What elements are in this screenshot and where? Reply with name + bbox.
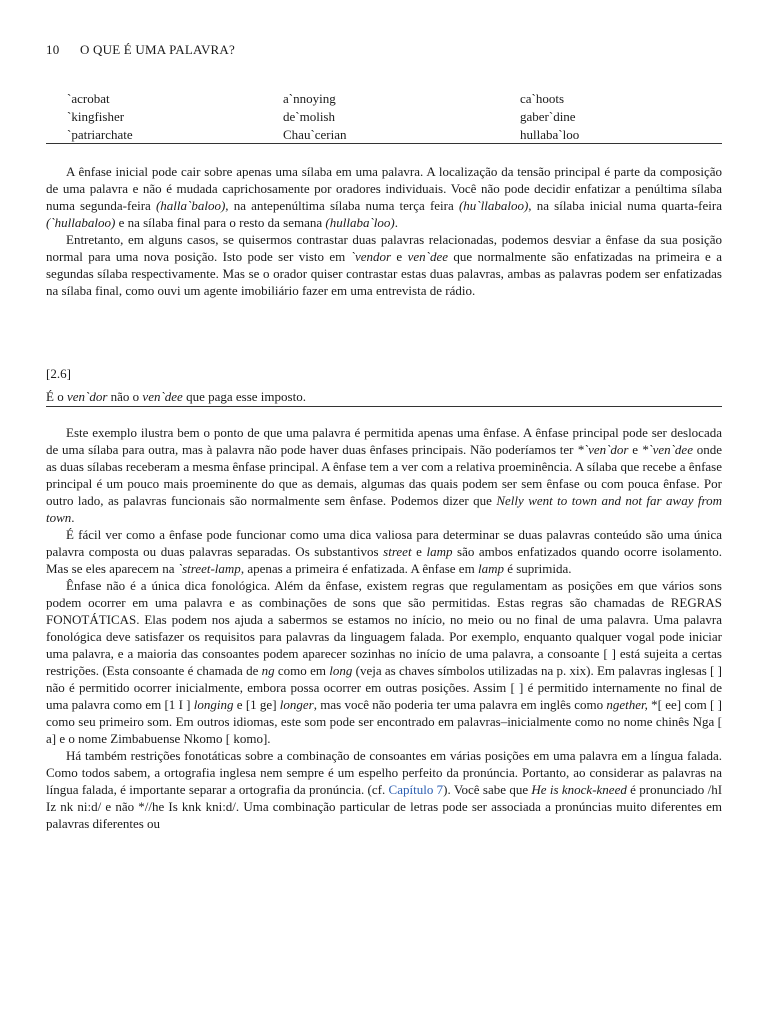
text-run: A ênfase inicial pode cair sobre apenas uma sílaba em uma palavra. A localização da tensão principal é parte da composição de uma palavra e não é mudada caprichosamente por oradores individuais. Você não pode decidir enfatizar a penúltima sílaba numa segunda-feira: [46, 164, 722, 213]
text-run: ). Você sabe que: [443, 782, 532, 797]
table-row: [67, 90, 727, 108]
italic-term: *`ven`dor: [577, 442, 629, 457]
italic-term: ngether,: [606, 697, 648, 712]
italic-term: lamp: [426, 544, 453, 559]
table-cell: Chau`cerian: [283, 127, 347, 142]
word-stress-table: [67, 90, 727, 144]
text-run: como em: [274, 663, 330, 678]
text-run: , mas você não poderia ter uma palavra em inglês como: [313, 697, 607, 712]
example-label: [2.6]: [46, 366, 71, 381]
text-run: .: [394, 215, 398, 230]
table-cell: a`nnoying: [283, 91, 336, 106]
italic-term: (`hullabaloo): [46, 215, 116, 230]
table-cell: gaber`dine: [520, 109, 576, 124]
text-run: e [1 ge]: [233, 697, 280, 712]
text-run: *[ ee] com [ ] como seu primeiro som. Em outros idiomas, este som pode ser encontrado em palavras–inicialmente como no nome chinês Nga [ a] e o nome Zimbabuense Nkomo [ komo].: [46, 697, 722, 746]
text-run: É fácil ver como a ênfase pode funcionar como uma dica valiosa para determinar se duas palavras conteúdo são uma única palavra composta ou duas palavras separadas. Os substantivos: [46, 527, 722, 559]
table-row: [67, 108, 727, 126]
paragraph: [46, 424, 722, 526]
table-cell: de`molish: [283, 109, 335, 124]
text-run: que paga esse imposto.: [182, 389, 306, 404]
page-number: 10: [46, 42, 60, 57]
italic-term: `vendor: [350, 249, 392, 264]
text-run: são ambos enfatizados quando ocorre isolamento. Mas se eles aparecem na: [46, 544, 722, 576]
italic-term: He is knock-kneed: [531, 782, 627, 797]
text-run: que normalmente são enfatizadas na primeira e a segundas sílaba respectivamente. Mas se o orador quiser contrastar estas duas palavras, ambas as palavras podem ser enfatizadas na sílaba final, como ouvi um agente imobiliário fazer em uma entrevista de rádio.: [46, 249, 722, 298]
text-run: e: [628, 442, 642, 457]
italic-term: (hullaba`loo): [325, 215, 395, 230]
italic-term: long: [329, 663, 353, 678]
italic-term: (halla`baloo): [155, 198, 226, 213]
italic-term: longer: [279, 697, 314, 712]
paragraph: [46, 747, 722, 832]
page-header: [46, 42, 235, 58]
text-run: é suprimida.: [503, 561, 572, 576]
text-run: e: [391, 249, 408, 264]
text-run: Ênfase não é a única dica fonológica. Além da ênfase, existem regras que regulamentam as posições em que vários sons podem ocorrer em uma palavra e as combinações de sons que são permitidas. Estas regras são chamadas de REGRAS FONOTÁTICAS. Elas podem nos ajuda a sabermos se estamos no início, no meio ou no final de uma palavra. Uma palavra fonológica deve satisfazer os requisitos para palavras da linguagem falada. Por exemplo, enquanto qualquer vogal pode iniciar uma palavra, e a maioria das consoantes podem aparecer sozinhas no início de uma palavra, a consoante [ ] está sujeita a certas restrições. (Esta consoante é chamada de: [46, 578, 722, 678]
paragraph: [46, 231, 722, 299]
chapter-link[interactable]: Capítulo 7: [388, 782, 444, 797]
table-cell: hullaba`loo: [520, 127, 580, 142]
example-divider: [46, 406, 722, 407]
table-divider: [46, 143, 722, 144]
body-section-1: [46, 163, 722, 299]
text-run: .: [71, 510, 75, 525]
text-run: onde as duas sílabas receberam a mesma ênfase principal. A ênfase tem a ver com a relativa proeminência. A sílaba que recebe a ênfase principal é um pouco mais proeminente do que as demais, algumas das quais podem ser sem ênfase ou com pouca ênfase. Por outro lado, as palavras funcionais são normalmente sem ênfase. Podemos dizer que: [46, 442, 722, 508]
text-run: Há também restrições fonotáticas sobre a combinação de consoantes em várias posições em uma palavra em a língua falada. Como todos sabem, a ortografia inglesa nem sempre é um espelho perfeito da pronúncia. Portanto, ao considerar as palavras na língua falada, é importante separar a ortografia da pronúncia. (cf.: [46, 748, 722, 797]
text-run: É o: [46, 389, 67, 404]
italic-term: ven`dee: [142, 389, 183, 404]
example-sentence: [46, 389, 306, 405]
text-run: , na sílaba inicial numa quarta-feira: [528, 198, 722, 213]
italic-term: *`ven`dee: [641, 442, 693, 457]
text-run: é pronunciado /hI Iz nk ni:d/ e não *//he Is knk kni:d/. Uma combinação particular de letras pode ser associada a pronúncias muito diferentes em palavras diferentes ou: [46, 782, 723, 831]
text-run: Este exemplo ilustra bem o ponto de que uma palavra é permitida apenas uma ênfase. A ênfase principal pode ser deslocada de uma sílaba para outra, mas à palavra não pode haver duas ênfases principais. Não poderíamos ter: [46, 425, 722, 457]
text-run: não o: [107, 389, 143, 404]
text-run: , apenas a primeira é enfatizada. A ênfase em: [240, 561, 478, 576]
italic-term: `street-lamp: [177, 561, 241, 576]
italic-term: ven`dee: [407, 249, 448, 264]
table-cell: `patriarchate: [67, 127, 133, 142]
text-run: , na antepenúltima sílaba numa terça feira: [225, 198, 459, 213]
paragraph: [46, 163, 722, 231]
italic-term: longing: [193, 697, 234, 712]
italic-term: (hu`llabaloo): [458, 198, 529, 213]
body-section-2: [46, 424, 722, 832]
italic-term: ven`dor: [66, 389, 108, 404]
chapter-title: O QUE É UMA PALAVRA?: [80, 42, 235, 57]
table-cell: `kingfisher: [67, 109, 125, 124]
text-run: e: [411, 544, 427, 559]
text-run: (veja as chaves símbolos utilizadas na p. xix). Em palavras inglesas [ ] não é permitido ocorrer inicialmente, embora possa ocorrer em outras posições. Assim [ ] é permitido internamente no final de uma palavra como em [1 I ]: [46, 663, 722, 712]
italic-term: lamp: [477, 561, 504, 576]
paragraph: [46, 577, 722, 747]
table-cell: ca`hoots: [520, 91, 565, 106]
table-cell: `acrobat: [67, 91, 110, 106]
paragraph: [46, 526, 722, 577]
table-row: [67, 126, 727, 144]
text-run: Entretanto, em alguns casos, se quisermos contrastar duas palavras relacionadas, podemos desviar a ênfase da sua posição normal para uma nova posição. Isto pode ser visto em: [46, 232, 722, 264]
italic-term: ng: [261, 663, 275, 678]
text-run: e na sílaba final para o resto da semana: [115, 215, 326, 230]
italic-term: Nelly went to town and not far away from town: [46, 493, 722, 525]
italic-term: street: [383, 544, 412, 559]
